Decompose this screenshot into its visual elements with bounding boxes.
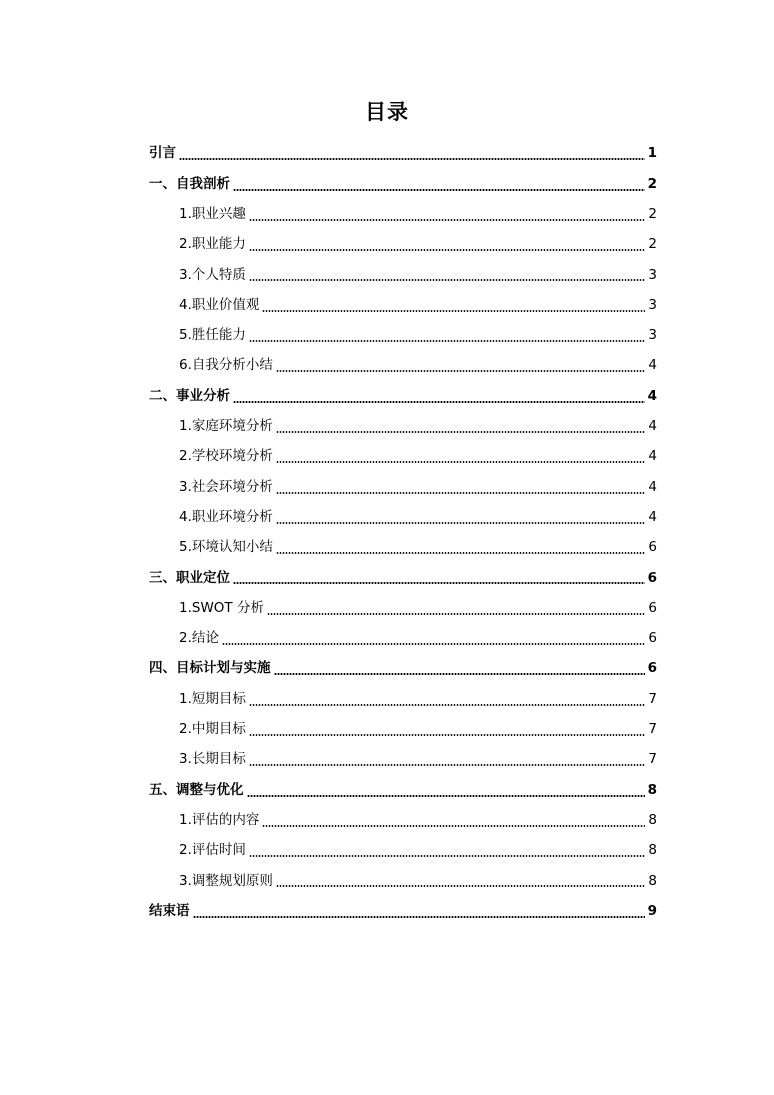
toc-dot-leader bbox=[233, 582, 645, 584]
toc-entry-label: 1.职业兴趣 bbox=[179, 205, 246, 222]
toc-dot-leader bbox=[233, 401, 645, 403]
toc-section-entry[interactable] bbox=[149, 684, 657, 714]
toc-page-number: 4 bbox=[648, 508, 657, 525]
toc-entry-label: 5.胜任能力 bbox=[179, 327, 246, 344]
toc-dot-leader bbox=[276, 461, 646, 463]
toc-dot-leader bbox=[276, 552, 646, 554]
toc-dot-leader bbox=[249, 704, 646, 706]
toc-section-entry[interactable] bbox=[149, 715, 657, 745]
toc-dot-leader bbox=[249, 219, 646, 221]
toc-section-entry[interactable] bbox=[149, 260, 657, 290]
toc-entry-label: 3.调整规划原则 bbox=[179, 872, 273, 889]
toc-section-entry[interactable] bbox=[149, 866, 657, 896]
toc-page-number: 8 bbox=[648, 811, 657, 828]
toc-dot-leader bbox=[276, 492, 646, 494]
toc-page-number: 7 bbox=[648, 751, 657, 768]
toc-chapter-entry[interactable] bbox=[149, 139, 657, 169]
toc-entry-label: 6.自我分析小结 bbox=[179, 357, 273, 374]
toc-entry-label: 2.结论 bbox=[179, 630, 219, 647]
toc-page-number: 8 bbox=[647, 781, 657, 798]
toc-entry-label: 3.个人特质 bbox=[179, 266, 246, 283]
toc-entry-label: 3.长期目标 bbox=[179, 751, 246, 768]
toc-entry-label: 2.学校环境分析 bbox=[179, 448, 273, 465]
toc-entry-label: 1.家庭环境分析 bbox=[179, 418, 273, 435]
toc-entry-label: 四、目标计划与实施 bbox=[149, 660, 271, 677]
toc-dot-leader bbox=[222, 643, 646, 645]
toc-page-number: 1 bbox=[647, 145, 657, 162]
toc-page-number: 9 bbox=[647, 902, 657, 919]
toc-entry-label: 3.社会环境分析 bbox=[179, 478, 273, 495]
toc-entry-label: 二、事业分析 bbox=[149, 387, 230, 404]
toc-page-number: 2 bbox=[648, 205, 657, 222]
toc-page-number: 3 bbox=[648, 296, 657, 313]
toc-dot-leader bbox=[193, 916, 645, 918]
toc-section-entry[interactable] bbox=[149, 321, 657, 351]
toc-dot-leader bbox=[276, 431, 646, 433]
toc-page-number: 2 bbox=[648, 236, 657, 253]
toc-page-number: 7 bbox=[648, 721, 657, 738]
toc-section-entry[interactable] bbox=[149, 593, 657, 623]
toc-entry-label: 一、自我剖析 bbox=[149, 175, 230, 192]
toc-dot-leader bbox=[247, 795, 645, 797]
toc-chapter-entry[interactable] bbox=[149, 563, 657, 593]
toc-dot-leader bbox=[267, 613, 645, 615]
toc-chapter-entry[interactable] bbox=[149, 775, 657, 805]
toc-entry-label: 4.职业价值观 bbox=[179, 296, 260, 313]
toc-entry-label: 5.环境认知小结 bbox=[179, 539, 273, 556]
toc-section-entry[interactable] bbox=[149, 472, 657, 502]
toc-dot-leader bbox=[249, 734, 646, 736]
toc-entry-label: 引言 bbox=[149, 145, 176, 162]
toc-dot-leader bbox=[276, 370, 646, 372]
toc-section-entry[interactable] bbox=[149, 442, 657, 472]
toc-entry-label: 2.评估时间 bbox=[179, 842, 246, 859]
toc-chapter-entry[interactable] bbox=[149, 654, 657, 684]
toc-page-number: 4 bbox=[648, 418, 657, 435]
toc-dot-leader bbox=[249, 279, 646, 281]
toc-page-number: 6 bbox=[648, 630, 657, 647]
toc-page-number: 4 bbox=[647, 387, 657, 404]
toc-section-entry[interactable] bbox=[149, 836, 657, 866]
toc-page-number: 3 bbox=[648, 327, 657, 344]
toc-page-number: 4 bbox=[648, 478, 657, 495]
toc-page-number: 8 bbox=[648, 842, 657, 859]
toc-page-number: 4 bbox=[648, 448, 657, 465]
toc-dot-leader bbox=[233, 189, 645, 191]
toc-entry-label: 1.SWOT 分析 bbox=[179, 599, 264, 616]
toc-dot-leader bbox=[179, 158, 645, 160]
toc-chapter-entry[interactable] bbox=[149, 381, 657, 411]
toc-entry-label: 1.短期目标 bbox=[179, 690, 246, 707]
toc-page-number: 7 bbox=[648, 690, 657, 707]
toc-dot-leader bbox=[274, 673, 645, 675]
toc-section-entry[interactable] bbox=[149, 230, 657, 260]
toc-entry-label: 1.评估的内容 bbox=[179, 811, 260, 828]
toc-entry-label: 2.职业能力 bbox=[179, 236, 246, 253]
toc-page-number: 3 bbox=[648, 266, 657, 283]
toc-section-entry[interactable] bbox=[149, 290, 657, 320]
toc-dot-leader bbox=[262, 310, 645, 312]
toc-page-number: 6 bbox=[647, 569, 657, 586]
toc-page-number: 8 bbox=[648, 872, 657, 889]
toc-section-entry[interactable] bbox=[149, 503, 657, 533]
toc-dot-leader bbox=[276, 522, 646, 524]
toc-entry-label: 五、调整与优化 bbox=[149, 781, 244, 798]
toc-page-number: 6 bbox=[648, 599, 657, 616]
toc-title: 目录 bbox=[365, 100, 409, 124]
toc-section-entry[interactable] bbox=[149, 745, 657, 775]
toc-dot-leader bbox=[249, 855, 646, 857]
toc-section-entry[interactable] bbox=[149, 533, 657, 563]
toc-dot-leader bbox=[276, 885, 646, 887]
toc-dot-leader bbox=[249, 764, 646, 766]
toc-dot-leader bbox=[262, 825, 645, 827]
toc-section-entry[interactable] bbox=[149, 624, 657, 654]
toc-section-entry[interactable] bbox=[149, 351, 657, 381]
toc-entry-label: 结束语 bbox=[149, 902, 190, 919]
table-of-contents bbox=[149, 139, 657, 927]
toc-entry-label: 三、职业定位 bbox=[149, 569, 230, 586]
toc-chapter-entry[interactable] bbox=[149, 169, 657, 199]
toc-page-number: 6 bbox=[648, 539, 657, 556]
toc-section-entry[interactable] bbox=[149, 200, 657, 230]
toc-page-number: 2 bbox=[647, 175, 657, 192]
toc-section-entry[interactable] bbox=[149, 412, 657, 442]
toc-page-number: 4 bbox=[648, 357, 657, 374]
toc-entry-label: 2.中期目标 bbox=[179, 721, 246, 738]
toc-section-entry[interactable] bbox=[149, 806, 657, 836]
toc-entry-label: 4.职业环境分析 bbox=[179, 508, 273, 525]
toc-page-number: 6 bbox=[647, 660, 657, 677]
toc-dot-leader bbox=[249, 249, 646, 251]
toc-chapter-entry[interactable] bbox=[149, 896, 657, 926]
toc-dot-leader bbox=[249, 340, 646, 342]
